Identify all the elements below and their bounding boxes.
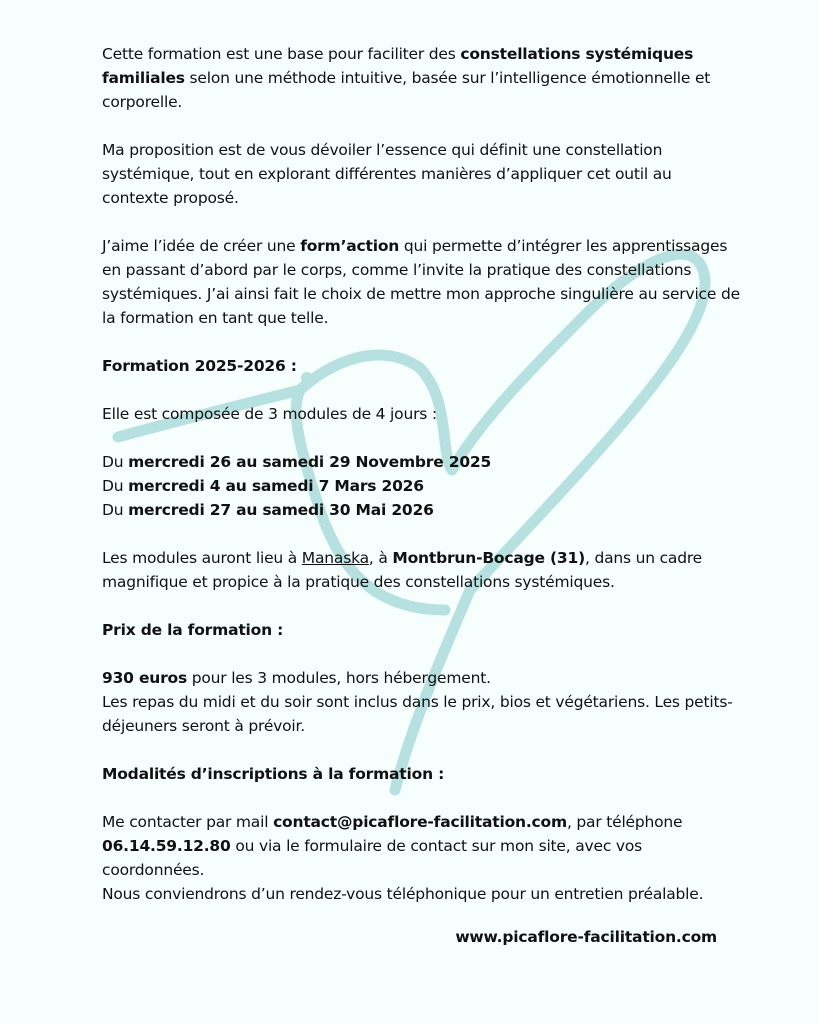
prix-paragraph: 930 euros pour les 3 modules, hors hébergement. Les repas du midi et du soir sont inclus dans le prix, bios et végétariens. Les petits-déjeuners seront à prévoir. [102,669,733,735]
module-date-3: Du mercredi 27 au samedi 30 Mai 2026 [102,501,434,519]
formation-heading: Formation 2025-2026 : [102,357,297,375]
inscriptions-paragraph: Me contacter par mail contact@picaflore-facilitation.com, par téléphone 06.14.59.12.80 ou via le formulaire de contact sur mon site, avec vos coordonnées. Nous conviendrons d’un rendez-vous téléphonique pour un entretien préalable. [102,813,704,903]
module-date-1: Du mercredi 26 au samedi 29 Novembre 2025 [102,453,492,471]
prix-heading: Prix de la formation : [102,621,284,639]
formation-composition: Elle est composée de 3 modules de 4 jours : [102,405,437,423]
intro-paragraph-1: Cette formation est une base pour faciliter des constellations systémiques familiales selon une méthode intuitive, basée sur l’intelligence émotionnelle et corporelle. [102,45,711,111]
inscriptions-heading: Modalités d’inscriptions à la formation : [102,765,445,783]
intro-paragraph-3: J’aime l’idée de créer une form’action qui permette d’intégrer les apprentissages en passant d’abord par le corps, comme l’invite la pratique des constellations systémiques. J’ai ainsi fait le choix de mettre mon approche singulière au service de la formation en tant que telle. [102,237,740,327]
manaska-link[interactable]: Manaska [301,549,369,567]
website-url[interactable]: www.picaflore-facilitation.com [455,928,717,946]
module-date-2: Du mercredi 4 au samedi 7 Mars 2026 [102,477,424,495]
document-body [102,42,742,930]
contact-email[interactable]: contact@picaflore-facilitation.com [273,813,567,831]
contact-phone[interactable]: 06.14.59.12.80 [102,837,231,855]
intro-paragraph-2: Ma proposition est de vous dévoiler l’essence qui définit une constellation systémique, tout en explorant différentes manières d’appliquer cet outil au contexte proposé. [102,141,672,207]
location-paragraph: Les modules auront lieu à Manaska, à Montbrun-Bocage (31), dans un cadre magnifique et propice à la pratique des constellations systémiques. [102,549,703,591]
